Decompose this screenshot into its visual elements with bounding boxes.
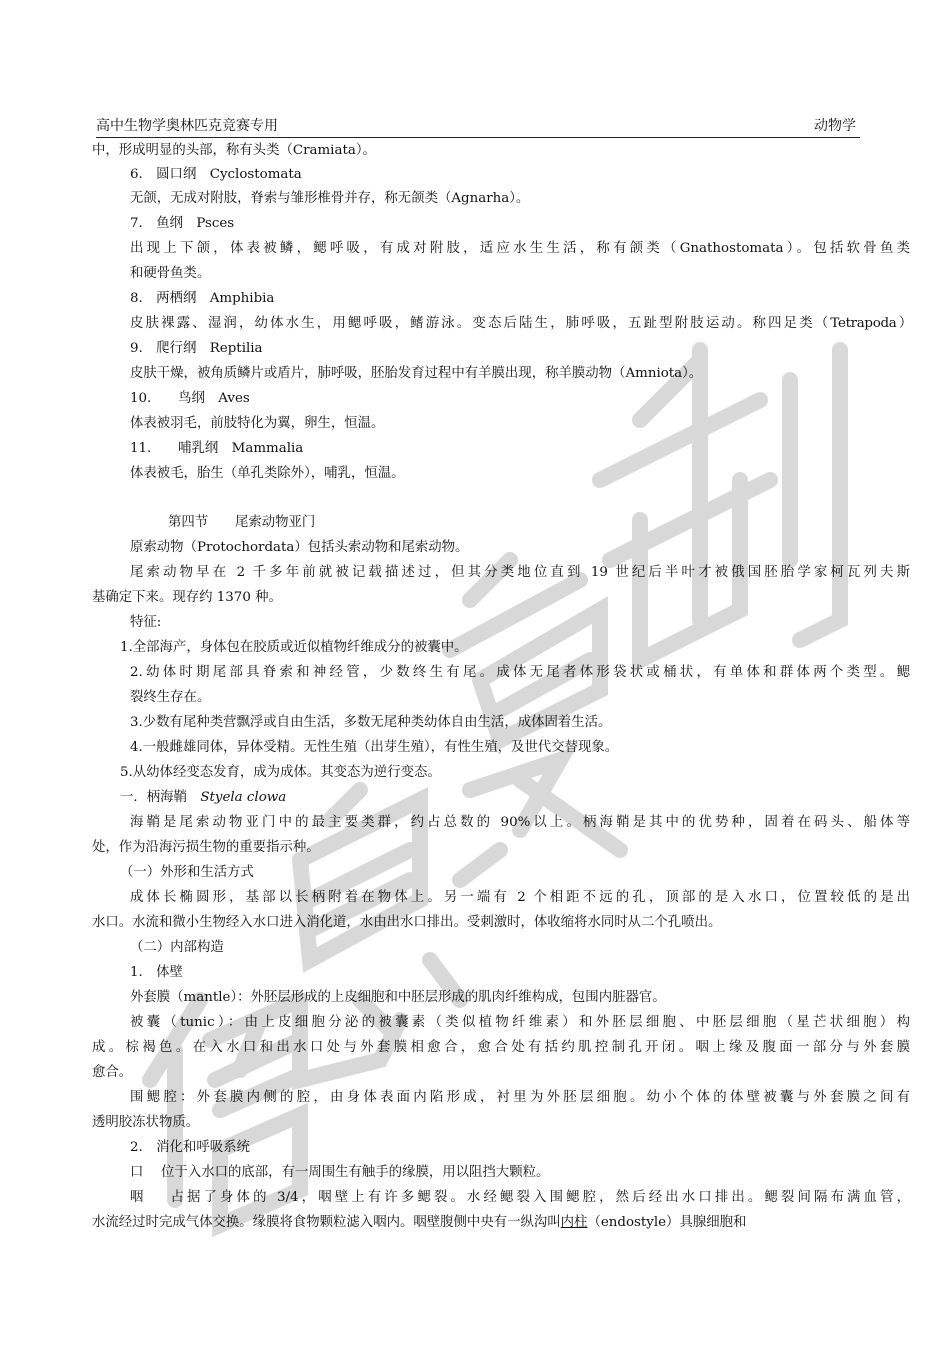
subsection-heading — [120, 789, 286, 807]
text-segment: 水流经过时完成气体交换。缘膜将食物颗粒滤入咽内。咽壁腹侧中央有一纵沟叫 — [92, 1215, 561, 1230]
text-line: 中，形成明显的头部，称有头类（Cramiata）。 — [92, 143, 376, 158]
text-line: 特征: — [130, 615, 162, 630]
text-line: 体表被羽毛，前肢特化为翼，卵生，恒温。 — [130, 416, 385, 431]
text-line: 尾索动物早在 2 千多年前就被记载描述过，但其分类地位直到 19 世纪后半叶才被俄国胚胎学家柯瓦列夫斯 — [130, 565, 910, 580]
class-heading-mammalia: 11. 哺乳纲 Mammalia — [130, 441, 304, 456]
item-heading: 2. 消化和呼吸系统 — [130, 1140, 250, 1155]
text-line: 成体长椭圆形，基部以长柄附着在物体上。另一端有 2 个相距不远的孔，顶部的是入水口，位置较低的是出 — [130, 890, 910, 905]
class-heading-cyclostomata: 6. 圆口纲 Cyclostomata — [130, 167, 302, 182]
subsection-heading: （二）内部构造 — [130, 940, 224, 955]
text-line: 无颌，无成对附肢，脊索与雏形椎骨并存，称无颌类（Agnarha）。 — [130, 191, 530, 206]
species-name: Styela clowa — [200, 790, 287, 805]
text-line: 水口。水流和微小生物经入水口进入消化道，水由出水口排出。受刺激时，体收缩将水同时从二个孔喷出。 — [92, 915, 722, 930]
list-item: 2.幼体时期尾部具脊索和神经管，少数终生有尾。成体无尾者体形袋状或桶状，有单体和群体两个类型。鳃 — [130, 665, 910, 680]
header-course-title: 高中生物学奥林匹克竞赛专用 — [96, 118, 278, 134]
text-line: 和硬骨鱼类。 — [130, 266, 211, 281]
text-line: 咽 占据了身体的 3/4，咽壁上有许多鳃裂。水经鳃裂入围鳃腔，然后经出水口排出。鳃裂间隔布满血管， — [130, 1190, 910, 1205]
list-item: 1.全部海产，身体包在胶质或近似植物纤维成分的被囊中。 — [120, 640, 468, 655]
text-line: 外套膜（mantle）：外胚层形成的上皮细胞和中胚层形成的肌肉纤维构成，包围内脏器官。 — [130, 990, 666, 1005]
list-item: 4.一般雌雄同体，异体受精。无性生殖（出芽生殖），有性生殖，及世代交替现象。 — [130, 740, 619, 755]
text-line: 被囊（tunic）：由上皮细胞分泌的被囊素（类似植物纤维素）和外胚层细胞、中胚层细胞（星芒状细胞）构 — [130, 1015, 910, 1030]
section-title: 第四节 尾索动物亚门 — [168, 515, 316, 530]
class-heading-amphibia: 8. 两栖纲 Amphibia — [130, 291, 275, 306]
text-line: 口 位于入水口的底部，有一周围生有触手的缘膜，用以阻挡大颗粒。 — [130, 1165, 550, 1180]
list-item: 3.少数有尾种类营飘浮或自由生活，多数无尾种类幼体自由生活，成体固着生活。 — [130, 715, 612, 730]
class-heading-reptilia: 9. 爬行纲 Reptilia — [130, 341, 263, 356]
header-subject: 动物学 — [814, 118, 856, 134]
text-line: 透明胶冻状物质。 — [92, 1115, 200, 1130]
item-heading: 1. 体壁 — [130, 965, 183, 980]
text-line: 愈合。 — [92, 1065, 133, 1080]
text-line: 围鳃腔：外套膜内侧的腔，由身体表面内陷形成，衬里为外胚层细胞。幼小个体的体壁被囊与外套膜之间有 — [130, 1090, 910, 1105]
text-line: 基确定下来。现存约 1370 种。 — [92, 590, 282, 605]
text-line: 皮肤干燥，被角质鳞片或盾片，肺呼吸，胚胎发育过程中有羊膜出现，称羊膜动物（Amniota）。 — [130, 366, 703, 381]
text-line: 处，作为沿海污损生物的重要指示种。 — [92, 840, 320, 855]
page-header — [96, 113, 860, 138]
text-line: 原索动物（Protochordata）包括头索动物和尾索动物。 — [130, 540, 469, 555]
text-line: 裂终生存在。 — [130, 690, 211, 705]
text-line: 海鞘是尾索动物亚门中的最主要类群，约占总数的 90%以上。柄海鞘是其中的优势种，固着在码头、船体等 — [130, 815, 910, 830]
text-line: 出现上下颌，体表被鳞，鳃呼吸，有成对附肢，适应水生生活，称有颌类（Gnathostomata）。包括软骨鱼类 — [130, 241, 910, 256]
text-line: 皮肤裸露、湿润，幼体水生，用鳃呼吸，鳍游泳。变态后陆生，肺呼吸，五趾型附肢运动。称四足类（Tetrapoda） — [130, 316, 912, 331]
text-line: 体表被毛，胎生（单孔类除外），哺乳，恒温。 — [130, 466, 405, 481]
text-line: 成。棕褐色。在入水口和出水口处与外套膜相愈合，愈合处有括约肌控制孔开闭。咽上缘及腹面一部分与外套膜 — [92, 1040, 910, 1055]
subsection-heading-label: 一．柄海鞘 — [120, 790, 201, 805]
class-heading-pisces: 7. 鱼纲 Psces — [130, 216, 235, 231]
class-heading-aves: 10. 鸟纲 Aves — [130, 391, 250, 406]
text-segment: （endostyle）具腺细胞和 — [587, 1215, 747, 1230]
subsection-heading: （一）外形和生活方式 — [120, 865, 254, 880]
term-endostyle: 内柱 — [560, 1215, 588, 1230]
text-line — [92, 1214, 746, 1232]
list-item: 5.从幼体经变态发育，成为成体。其变态为逆行变态。 — [120, 765, 441, 780]
